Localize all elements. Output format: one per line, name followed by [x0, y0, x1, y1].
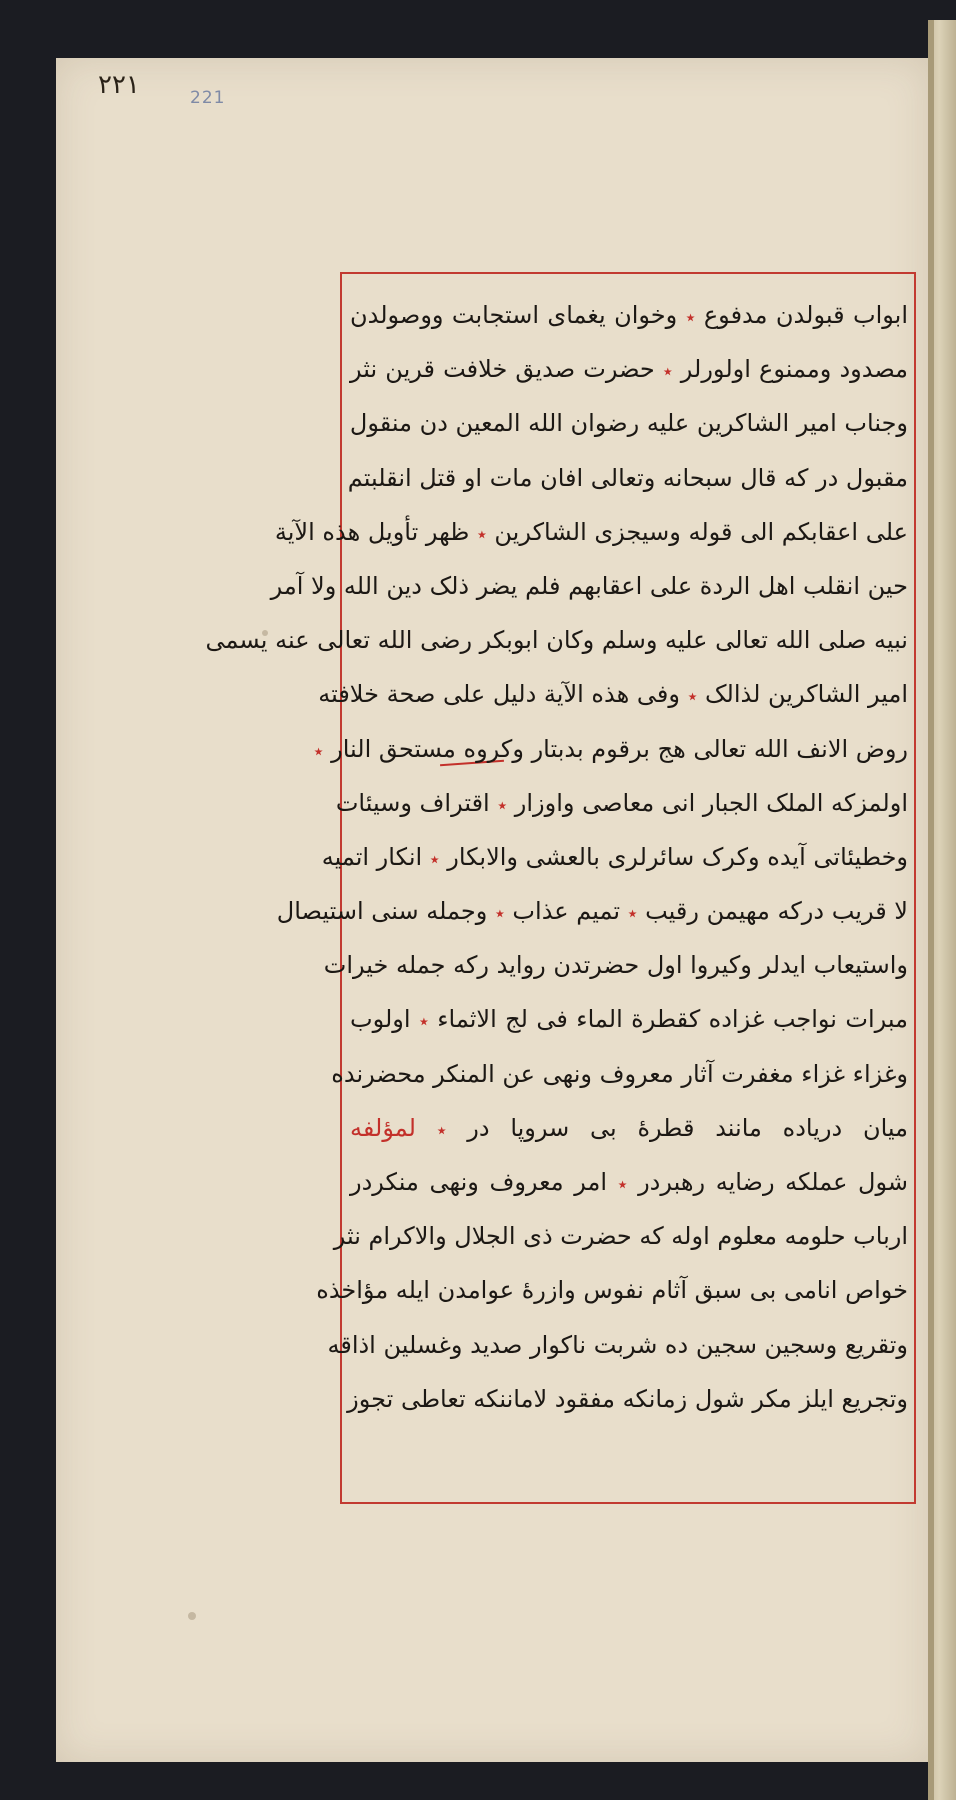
text-line: لا قریب درکه مهیمن رقیب ٭ تمیم عذاب ٭ وجمله سنی استیصال	[276, 897, 908, 926]
verse-marker: ٭	[662, 361, 673, 383]
text-line: مبرات نواجب غزاده کقطرة الماء فی لج الاثماء ٭ اولوب	[350, 1005, 908, 1034]
verse-marker: ٭	[436, 1119, 447, 1141]
paper-stain	[188, 1612, 196, 1620]
verse-marker: ٭	[429, 848, 440, 870]
rubric-heading: لمؤلفه	[350, 1113, 416, 1142]
text-line: واستیعاب ایدلر وکیروا اول حضرتدن رواید رکه جمله خیرات	[323, 951, 908, 980]
verse-marker: ٭	[313, 740, 324, 762]
verse-marker: ٭	[617, 1174, 628, 1195]
verse-marker: ٭	[685, 307, 696, 328]
text-line: ابواب قبولدن مدفوع ٭ وخوان یغمای استجابت ووصولدن	[350, 301, 908, 329]
text-line: وجناب امیر الشاکرین علیه رضوان الله المعین دن منقول	[349, 409, 908, 438]
text-line: اولمزکه الملک الجبار انی معاصی واوزار ٭ اقتراف وسیئات	[335, 788, 908, 817]
verse-marker: ٭	[497, 794, 508, 816]
text-line: ارباب حلومه معلوم اوله که حضرت ذی الجلال والاکرام نثر	[333, 1222, 908, 1251]
text-line: امیر الشاکرین لذالک ٭ وفی هذه الآیة دلیل علی صحة خلافته	[318, 680, 908, 709]
verse-marker: ٭	[419, 1011, 429, 1033]
text-line: مقبول در که قال سبحانه وتعالی افان مات او قتل انقلبتم	[347, 463, 908, 492]
verse-marker: ٭	[627, 903, 638, 925]
text-line: شول عملکه رضایه رهبردر ٭ امر معروف ونهی منکردر	[350, 1168, 908, 1196]
folio-number-pencil: 221	[190, 88, 226, 108]
text-line: حین انقلب اهل الردة علی اعقابهم فلم یضر ذلک دین الله ولا آمر	[270, 571, 908, 600]
text-line: خواص انامی بی سبق آثام نفوس وازرهٔ عوامدن ایله مؤاخذه	[316, 1276, 908, 1305]
text-line: وغزاء غزاء مغفرت آثار معروف ونهی عن المنکر محضرنده	[331, 1059, 908, 1088]
verse-marker: ٭	[687, 686, 698, 708]
verse-marker: ٭	[476, 523, 487, 545]
text-line: علی اعقابکم الی قوله وسیجزی الشاکرین ٭ ظهر تأویل هذه الآیة	[274, 517, 908, 546]
text-block	[205, 288, 908, 1426]
folio-number-arabic: ٢٢١	[98, 70, 140, 100]
text-line: وتقریع وسجین سجین ده شربت ناکوار صدید وغسلین اذاقه	[327, 1330, 908, 1359]
text-line: روض الانف الله تعالی هج برقوم بدبتار وکروه مستحق النار ٭	[313, 734, 908, 763]
text-line: وخطیئاتی آیده وکرک سائرلری بالعشی والابکار ٭ انکار اتمیه	[321, 842, 908, 871]
text-line: میان دریاده مانند قطرهٔ بی سروپا در ٭ لمؤلفه	[350, 1113, 908, 1142]
next-page-edge	[928, 20, 956, 1800]
text-line: مصدود وممنوع اولورلر ٭ حضرت صدیق خلافت قرین نثر	[350, 355, 908, 384]
text-line: نبیه صلی الله تعالی علیه وسلم وکان ابوبکر رضی الله تعالی عنه یسمی	[205, 626, 908, 655]
verse-marker: ٭	[494, 903, 505, 925]
text-line: وتجریع ایلز مکر شول زمانکه مفقود لاماننکه تعاطی تجوز	[347, 1384, 908, 1413]
